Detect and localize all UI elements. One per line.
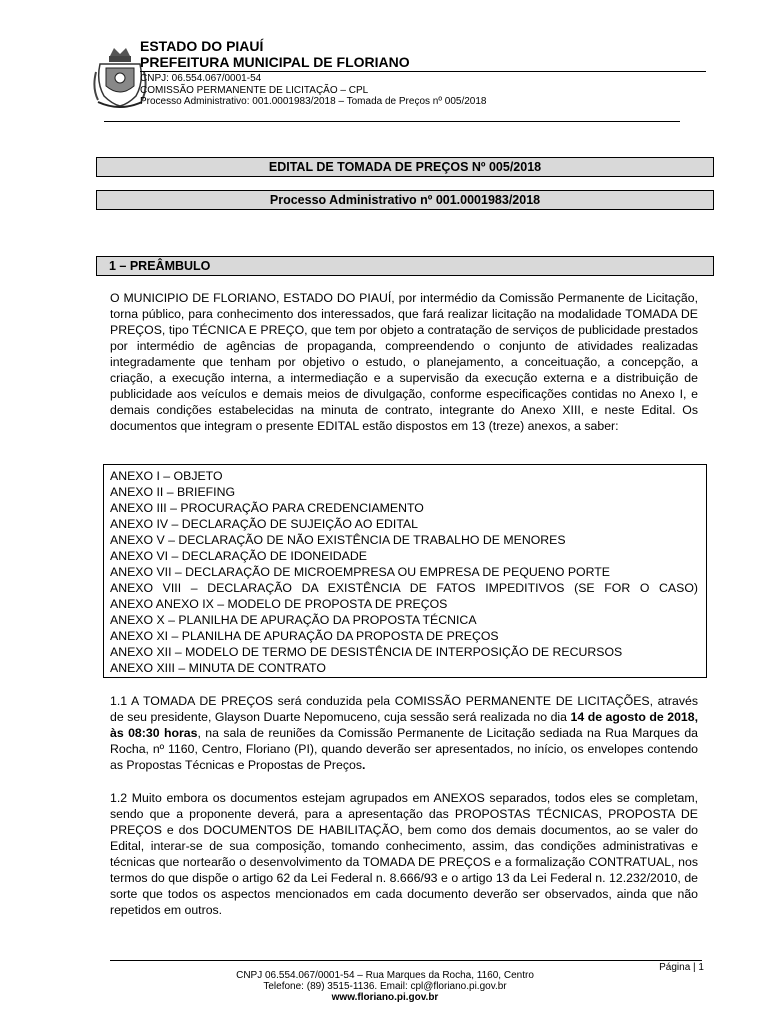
clause-1-1-text-cont: , na sala de reuniões da Comissão Permanente de Licitação sediada na Rua Marques da Rocha, nº 1160, Centro, Floriano (PI), quando deverão ser apresentados, no início, os envelopes contendo as Propostas Técnicas e Propostas de Preços [110,726,698,772]
annex-item: ANEXO XII – MODELO DE TERMO DE DESISTÊNCIA DE INTERPOSIÇÃO DE RECURSOS [110,645,623,659]
clause-1-1-text: 1.1 A TOMADA DE PREÇOS será conduzida pela COMISSÃO PERMANENTE DE LICITAÇÕES, através de seu presidente, Glayson Duarte Nepomuceno, cuja sessão será realizada no dia [110,694,698,724]
annex-list-box [103,464,707,678]
annex-item: ANEXO ANEXO IX – MODELO DE PROPOSTA DE PREÇOS [110,597,448,611]
footer-rule [110,960,702,961]
annex-list [110,468,698,676]
header-cnpj: CNPJ: 06.554.067/0001-54 [140,73,262,84]
header-commission: COMISSÃO PERMANENTE DE LICITAÇÃO – CPL [140,85,369,96]
annex-item: ANEXO XIII – MINUTA DE CONTRATO [110,661,326,675]
clause-1-1-period: . [362,758,366,772]
letterhead [88,36,708,116]
annex-item: ANEXO XI – PLANILHA DE APURAÇÃO DA PROPOSTA DE PREÇOS [110,629,499,643]
municipality-name: PREFEITURA MUNICIPAL DE FLORIANO [140,54,410,70]
clause-1-2: 1.2 Muito embora os documentos estejam agrupados em ANEXOS separados, todos eles se completam, sendo que a proponente deverá, para a apresentação das PROPOSTAS TÉCNICAS, PROPOSTA DE PREÇOS e dos DOCUMENTOS DE HABILITAÇÃO, bem como dos demais documentos, ao se valer do Edital, interar-se de sua composição, tomando conhecimento, assim, das condições administrativas e técnicas que nortearão o desenvolvimento da TOMADA DE PREÇOS e a formalização CONTRATUAL, nos termos do que dispõe o artigo 62 da Lei Federal n. 8.666/93 e o artigo 13 da Lei Federal n. 12.232/2010, de sorte que todos os aspectos mencionados em cada documento deverão ser observados, ainda que não repetidos em outros. [110,791,698,917]
footer-address: CNPJ 06.554.067/0001-54 – Rua Marques da Rocha, 1160, Centro [236,970,534,981]
annex-item: ANEXO VI – DECLARAÇÃO DE IDONEIDADE [110,549,367,563]
edital-title: EDITAL DE TOMADA DE PREÇOS Nº 005/2018 [96,157,714,177]
annex-item: ANEXO III – PROCURAÇÃO PARA CREDENCIAMENTO [110,501,424,515]
header-separator [104,121,680,122]
annex-item: ANEXO VIII – DECLARAÇÃO DA EXISTÊNCIA DE FATOS IMPEDITIVOS (SE FOR O CASO) [110,581,698,595]
header-process: Processo Administrativo: 001.0001983/2018 – Tomada de Preços nº 005/2018 [140,96,487,107]
section-heading-preamble: 1 – PREÂMBULO [96,256,714,276]
annex-item: ANEXO V – DECLARAÇÃO DE NÃO EXISTÊNCIA DE TRABALHO DE MENORES [110,533,566,547]
clause-1-1 [110,693,698,773]
state-name: ESTADO DO PIAUÍ [140,38,264,54]
annex-item: ANEXO VII – DECLARAÇÃO DE MICROEMPRESA OU EMPRESA DE PEQUENO PORTE [110,565,610,579]
annex-item: ANEXO II – BRIEFING [110,485,236,499]
preamble-paragraph: O MUNICIPIO DE FLORIANO, ESTADO DO PIAUÍ, por intermédio da Comissão Permanente de Licitação, torna público, para conhecimento dos interessados, que fará realizar licitação na modalidade TOMADA DE PREÇOS, tipo TÉCNICA E PREÇO, que tem por objeto a contratação de serviços de publicidade prestados por intermédio de agências de propaganda, compreendendo o conjunto de atividades realizadas integradamente que tenham por objetivo o estudo, o planejamento, a conceituação, a concepção, a criação, a execução interna, a intermediação e a supervisão da execução externa e a distribuição de publicidade aos veículos e demais meios de divulgação, conforme especificações contidas no Anexo I, e demais condições estabelecidas na minuta de contrato, integrante do Anexo XIII, e neste Edital. Os documentos que integram o presente EDITAL estão dispostos em 13 (treze) anexos, a saber: [110,291,698,433]
session-date: 14 de agosto de 2018, às 08:30 horas [110,710,699,740]
annex-item: ANEXO I – OBJETO [110,469,223,483]
page-number: Página | 1 [659,962,704,973]
footer-website: www.floriano.pi.gov.br [331,992,439,1003]
header-rule [140,71,706,72]
annex-item: ANEXO X – PLANILHA DE APURAÇÃO DA PROPOSTA TÉCNICA [110,613,477,627]
footer-contact: Telefone: (89) 3515-1136. Email: cpl@floriano.pi.gov.br [263,981,507,992]
annex-item: ANEXO IV – DECLARAÇÃO DE SUJEIÇÃO AO EDITAL [110,517,418,531]
process-title: Processo Administrativo nº 001.0001983/2018 [96,190,714,210]
